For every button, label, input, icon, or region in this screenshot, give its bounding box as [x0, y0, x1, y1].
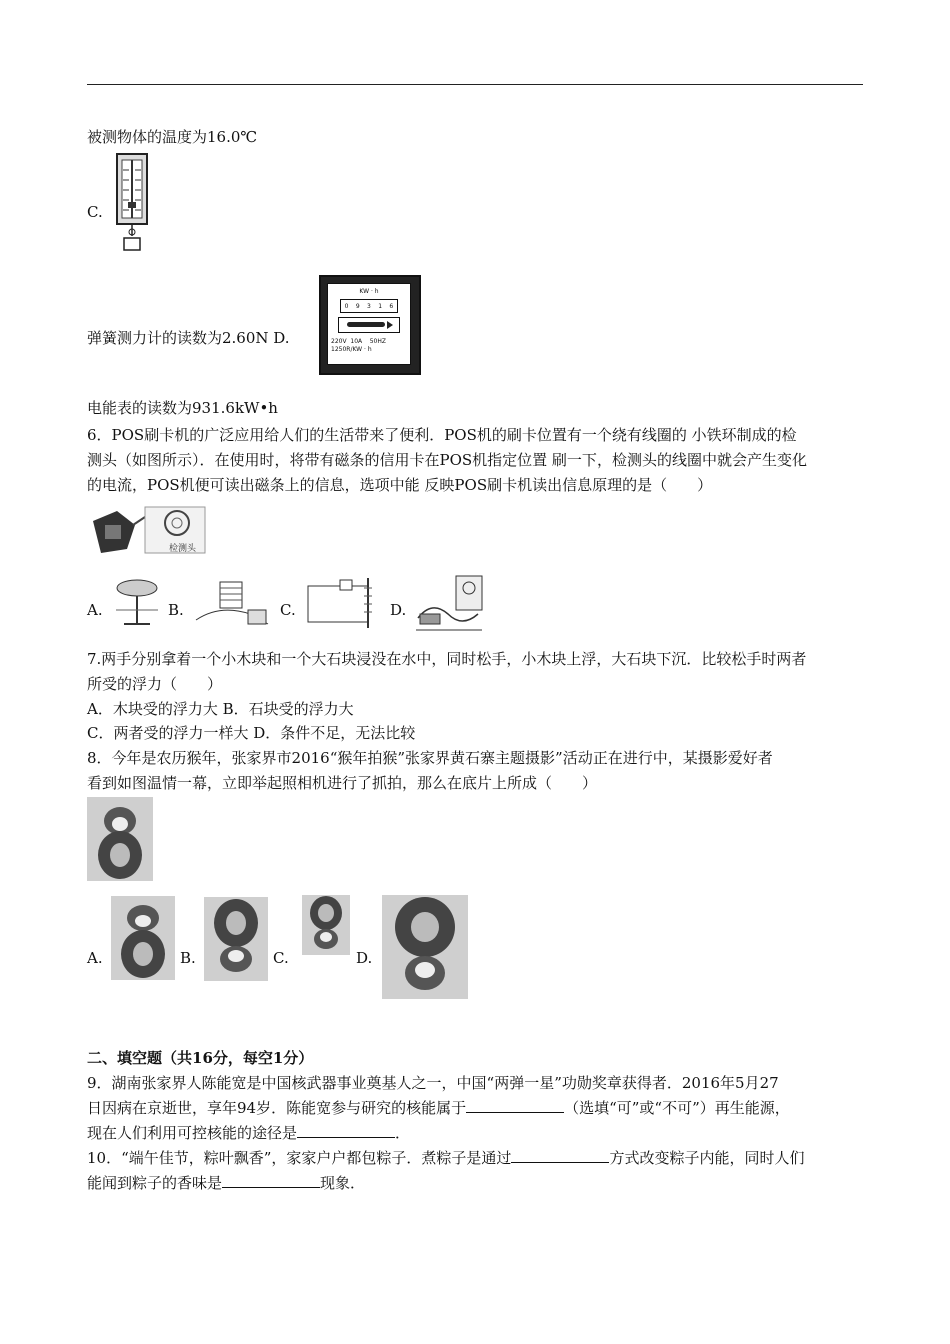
q8-option-d-label: D.: [356, 949, 373, 967]
q8-line2: 看到如图温情一幕，立即举起照相机进行了抓拍，那么在底片上所成（ ）: [87, 774, 598, 792]
q8-option-b-image: [204, 897, 268, 981]
q7-options-ab: A．木块受的浮力大 B．石块受的浮力大: [87, 700, 354, 718]
electric-meter-figure: [319, 275, 421, 375]
q10-text: 方式改变粽子内能，同时人们: [609, 1149, 805, 1167]
q10-text: 现象．: [320, 1174, 366, 1192]
q6-line1: 6．POS刷卡机的广泛应用给人们的生活带来了便利．POS机的刷卡位置有一个绕有线圈的 小铁环制成的检: [87, 426, 797, 444]
q8-line1: 8．今年是农历猴年，张家界市2016“猴年拍猴”张家界黄石寨主题摄影”活动正在进行中，某摄影爱好者: [87, 749, 773, 767]
meter-digits: [340, 299, 398, 313]
section-heading: 二、填空题（共16分，每空1分）: [87, 1049, 314, 1067]
q8-option-c-image: [302, 895, 350, 955]
meter-digit: 3: [367, 302, 371, 310]
meter-rate: 1250R/KW · h: [331, 346, 372, 353]
q5-c-label: C.: [87, 203, 103, 221]
q10-blank-1[interactable]: [511, 1148, 609, 1163]
q9-blank-1[interactable]: [466, 1098, 564, 1113]
q7-line2: 所受的浮力（ ）: [87, 675, 223, 693]
q10-text: 10．“端午佳节，粽叶飘香”，家家户户都包粽子．煮粽子是通过: [87, 1149, 512, 1167]
q5-d-text: 电能表的读数为931.6kW•h: [87, 399, 278, 417]
q8-option-a-label: A.: [87, 949, 103, 967]
meter-spec: 220V 10A 50HZ: [331, 338, 386, 345]
q10-text: 能闻到粽子的香味是: [87, 1174, 223, 1192]
q7-line1: 7.两手分别拿着一个小木块和一个大石块浸没在水中，同时松手，小木块上浮，大石块下沉．比较松手时两者: [87, 650, 807, 668]
q5-c-text: 弹簧测力计的读数为2.60N D.: [87, 329, 290, 347]
q5-b-text: 被测物体的温度为16.0℃: [87, 128, 258, 146]
q9-line2: [87, 1097, 790, 1119]
monkey-photo: [87, 797, 153, 881]
q10-blank-2[interactable]: [222, 1173, 320, 1188]
header-rule: [87, 84, 863, 85]
q9-line1: 9．湖南张家界人陈能宽是中国核武器事业奠基人之一，中国“两弹一星”功勋奖章获得者．2016年5月27: [87, 1074, 779, 1092]
q6-option-a-figure: [108, 574, 166, 631]
q6-option-a-label: A.: [87, 601, 103, 619]
q6-option-c-label: C.: [280, 601, 296, 619]
meter-unit: KW · h: [359, 288, 379, 295]
meter-digit: 0: [344, 302, 349, 310]
q7-options-cd: C．两者受的浮力一样大 D．条件不足，无法比较: [87, 724, 416, 742]
q9-text: ．: [395, 1124, 411, 1142]
q6-option-d-figure: [412, 574, 486, 634]
q8-option-b-label: B.: [180, 949, 196, 967]
q8-option-a-image: [111, 896, 175, 980]
q6-option-c-figure: [302, 574, 382, 631]
detector-head-label: 检测头: [169, 544, 197, 554]
q6-option-b-figure: [190, 574, 274, 631]
q10-line1: [87, 1147, 804, 1169]
q8-option-d-image: [382, 895, 468, 999]
q6-line3: 的电流，POS机便可读出磁条上的信息，选项中能 反映POS刷卡机读出信息原理的是（ ）: [87, 476, 713, 494]
q6-option-b-label: B.: [168, 601, 184, 619]
q9-text: （选填“可”或“不可”）再生能源，: [564, 1099, 790, 1117]
q8-option-c-label: C.: [273, 949, 289, 967]
meter-digit: 6: [389, 302, 394, 310]
pos-reader-figure: [87, 503, 209, 558]
q9-blank-2[interactable]: [297, 1123, 395, 1138]
q9-text: 日因病在京逝世，享年94岁．陈能宽参与研究的核能属于: [87, 1099, 467, 1117]
meter-digit: 1: [378, 302, 383, 310]
spring-scale-figure: [114, 150, 150, 254]
q10-line2: [87, 1172, 365, 1194]
q6-option-d-label: D.: [390, 601, 407, 619]
q6-line2: 测头（如图所示）．在使用时，将带有磁条的信用卡在POS机指定位置 刷一下，检测头的线圈中就会产生变化: [87, 451, 807, 469]
meter-digit: 9: [355, 302, 360, 310]
q9-text: 现在人们利用可控核能的途径是: [87, 1124, 298, 1142]
q9-line3: [87, 1122, 410, 1144]
